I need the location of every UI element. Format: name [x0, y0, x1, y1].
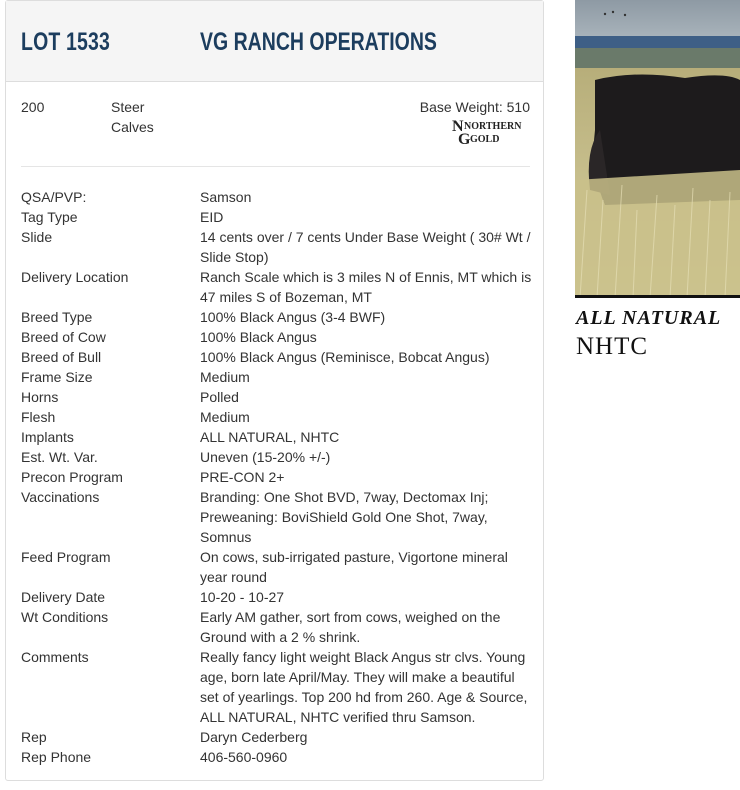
detail-value: Medium	[200, 369, 250, 385]
detail-label: Vaccinations	[21, 489, 100, 505]
detail-label: Breed Type	[21, 309, 93, 325]
detail-value: 14 cents over / 7 cents Under Base Weight ( 30# Wt / Slide Stop)	[200, 229, 531, 265]
lot-details	[21, 187, 536, 767]
detail-row	[21, 547, 536, 587]
detail-row	[21, 407, 536, 427]
detail-label: QSA/PVP:	[21, 189, 87, 205]
detail-value: PRE-CON 2+	[200, 469, 285, 485]
detail-row	[21, 487, 536, 547]
nhtc-tag: NHTC	[576, 333, 649, 360]
lot-header	[6, 1, 543, 82]
detail-row	[21, 327, 536, 347]
detail-label: Frame Size	[21, 369, 93, 385]
sex-line-2: Calves	[111, 119, 154, 135]
svg-text:N: N	[452, 118, 464, 135]
detail-label: Slide	[21, 229, 53, 245]
detail-label: Breed of Cow	[21, 329, 106, 345]
cattle-photo-image	[575, 0, 740, 298]
detail-row	[21, 367, 536, 387]
detail-label: Rep	[21, 729, 47, 745]
lot-number: LOT 1533	[21, 28, 111, 56]
detail-row	[21, 307, 536, 327]
detail-row	[21, 387, 536, 407]
base-weight: Base Weight: 510	[419, 99, 530, 115]
detail-value: 100% Black Angus (3-4 BWF)	[200, 309, 386, 325]
detail-row	[21, 347, 536, 367]
lot-card	[5, 0, 544, 781]
detail-value: Uneven (15-20% +/-)	[200, 449, 331, 465]
detail-label: Est. Wt. Var.	[21, 449, 98, 465]
consignor-name: VG RANCH OPERATIONS	[200, 28, 437, 56]
detail-value: 406-560-0960	[200, 749, 288, 765]
detail-value: ALL NATURAL, NHTC	[200, 429, 340, 445]
detail-row	[21, 467, 536, 487]
detail-label: Rep Phone	[21, 749, 92, 765]
svg-text:G: G	[458, 131, 471, 147]
detail-value: Medium	[200, 409, 250, 425]
detail-value: 100% Black Angus (Reminisce, Bobcat Angus)	[200, 349, 490, 365]
northern-gold-logo	[450, 117, 530, 147]
detail-label: Wt Conditions	[21, 609, 109, 625]
logo-line-2: GOLD	[470, 134, 500, 145]
detail-row	[21, 747, 536, 767]
cattle-photo	[575, 0, 740, 298]
sex-description	[111, 97, 191, 137]
detail-value: Really fancy light weight Black Angus str clvs. Young age, born late April/May. They will make a beautiful set of yearlings. Top 200 hd from 260. Age & Source, ALL NATURAL, NHTC verified thru Samson.	[200, 649, 528, 725]
all-natural-tag: ALL NATURAL	[576, 307, 722, 329]
detail-row	[21, 647, 536, 727]
detail-value: EID	[200, 209, 224, 225]
detail-row	[21, 267, 536, 307]
logo-line-1: NORTHERN	[464, 121, 522, 132]
detail-label: Implants	[21, 429, 74, 445]
detail-value: Daryn Cederberg	[200, 729, 308, 745]
detail-value: Samson	[200, 189, 252, 205]
detail-label: Delivery Location	[21, 269, 129, 285]
detail-label: Comments	[21, 649, 89, 665]
detail-value: 100% Black Angus	[200, 329, 317, 345]
detail-label: Feed Program	[21, 549, 111, 565]
detail-value: Ranch Scale which is 3 miles N of Ennis, MT which is 47 miles S of Bozeman, MT	[200, 269, 532, 305]
detail-label: Horns	[21, 389, 59, 405]
detail-row	[21, 607, 536, 647]
detail-row	[21, 727, 536, 747]
lot-summary	[21, 97, 530, 167]
detail-row	[21, 227, 536, 267]
detail-value: On cows, sub-irrigated pasture, Vigortone mineral year round	[200, 549, 508, 585]
sex-line-1: Steer	[111, 99, 145, 115]
detail-label: Flesh	[21, 409, 56, 425]
detail-label: Precon Program	[21, 469, 123, 485]
detail-value: Early AM gather, sort from cows, weighed on the Ground with a 2 % shrink.	[200, 609, 501, 645]
detail-row	[21, 207, 536, 227]
divider	[21, 166, 530, 167]
detail-row	[21, 587, 536, 607]
detail-label: Tag Type	[21, 209, 78, 225]
detail-value: Polled	[200, 389, 239, 405]
detail-row	[21, 447, 536, 467]
detail-value: 10-20 - 10-27	[200, 589, 285, 605]
detail-row	[21, 427, 536, 447]
detail-row	[21, 187, 536, 207]
detail-value: Branding: One Shot BVD, 7way, Dectomax Inj; Preweaning: BoviShield Gold One Shot, 7way, Somnus	[200, 489, 489, 545]
detail-label: Breed of Bull	[21, 349, 102, 365]
detail-label: Delivery Date	[21, 589, 106, 605]
head-count: 200	[21, 99, 45, 115]
